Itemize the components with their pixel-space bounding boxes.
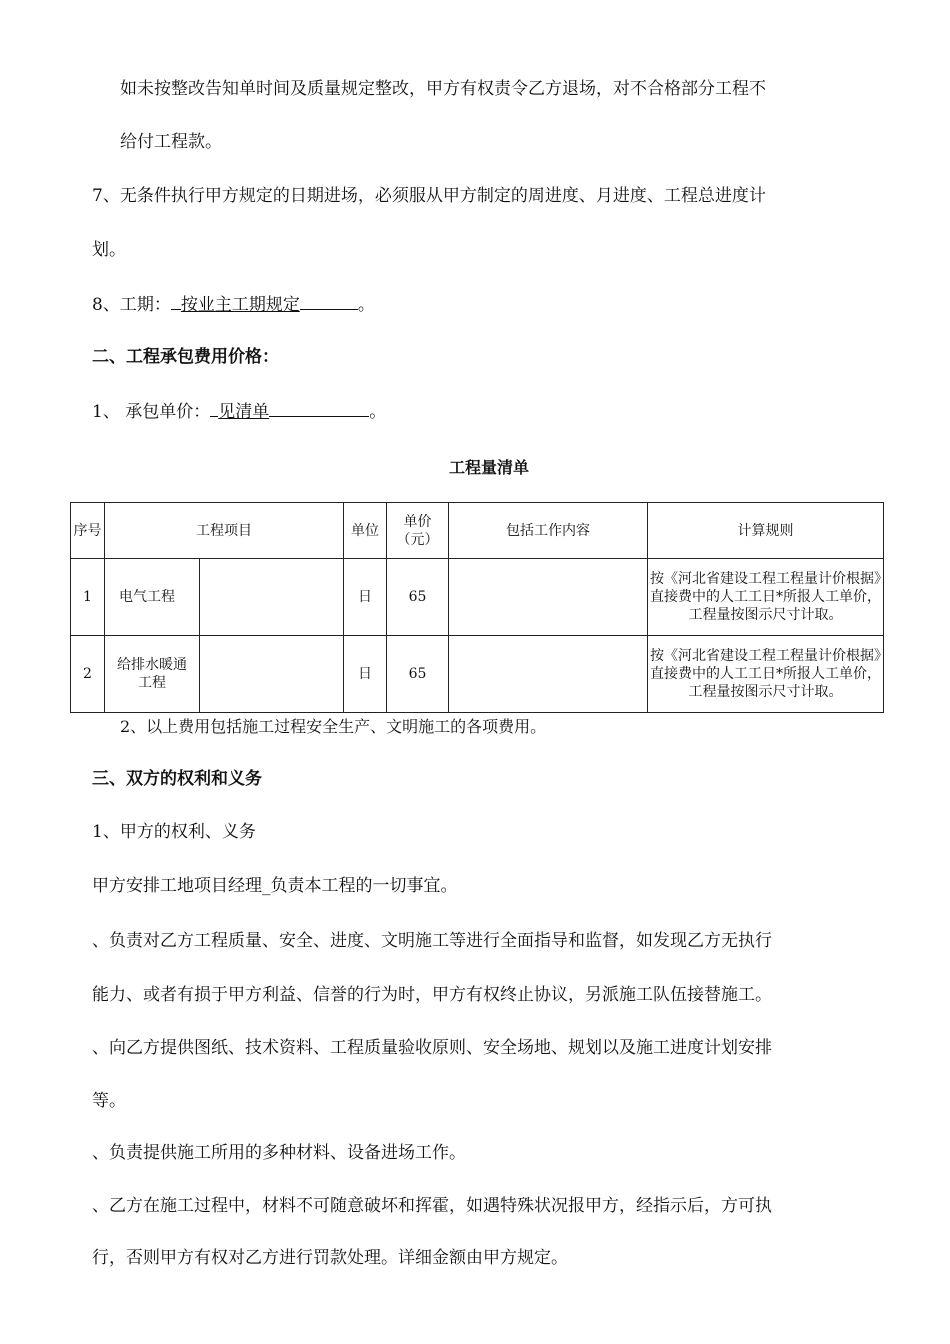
row-project-detail <box>200 559 344 636</box>
row-content <box>449 636 648 713</box>
table-title: 工程量清单 <box>448 458 529 477</box>
duty-line: 行，否则甲方有权对乙方进行罚款处理。详细金额由甲方规定。 <box>92 1248 568 1268</box>
row-price: 65 <box>387 559 449 636</box>
row-seq: 2 <box>71 636 105 713</box>
header-rule: 计算规则 <box>648 503 884 559</box>
blank-underline <box>300 291 358 310</box>
row-project-detail <box>200 636 344 713</box>
section-2-heading: 二、工程承包费用价格： <box>92 347 279 367</box>
unit-price-end: 。 <box>369 402 387 422</box>
header-seq: 序号 <box>71 503 105 559</box>
row-content <box>449 559 648 636</box>
header-content: 包括工作内容 <box>449 503 648 559</box>
header-price: 单价（元） <box>387 503 449 559</box>
party-a-manager: 甲方安排工地项目经理_负责本工程的一切事宜。 <box>92 876 458 896</box>
quantity-table <box>70 502 884 713</box>
row-seq: 1 <box>71 559 105 636</box>
unit-price-label: 1、 承包单价： <box>92 402 211 422</box>
duty-line: 能力、或者有损于甲方利益、信誉的行为时，甲方有权终止协议，另派施工队伍接替施工。 <box>92 985 772 1005</box>
paragraph-line: 给付工程款。 <box>120 132 222 152</box>
paragraph-line: 如未按整改告知单时间及质量规定整改，甲方有权责令乙方退场，对不合格部分工程不 <box>120 79 766 99</box>
table-row <box>71 559 884 636</box>
unit-price-value: 见清单 <box>218 402 270 422</box>
row-project: 电气工程 <box>105 559 200 636</box>
duration-value: 按业主工期规定 <box>180 295 300 315</box>
fees-note: 2、以上费用包括施工过程安全生产、文明施工的各项费用。 <box>120 717 547 736</box>
header-project-cell: 工程项目 <box>105 503 344 559</box>
row-project: 给排水暖通工程 <box>105 636 200 713</box>
blank-underline <box>269 398 369 417</box>
clause-7-line: 划。 <box>92 240 126 260</box>
clause-8-end: 。 <box>357 295 375 315</box>
row-rule: 按《河北省建设工程工程量计价根据》直接费中的人工工日*所报人工单价，工程量按图示尺寸计取。 <box>648 636 884 713</box>
section-3-heading: 三、双方的权利和义务 <box>92 769 262 789</box>
blank-underline <box>171 291 181 310</box>
duty-line: 、向乙方提供图纸、技术资料、工程质量验收原则、安全场地、规划以及施工进度计划安排 <box>92 1038 772 1058</box>
clause-8-label: 8、工期： <box>92 295 171 315</box>
table-header-row <box>71 503 884 559</box>
header-unit: 单位 <box>344 503 387 559</box>
table-row <box>71 636 884 713</box>
duty-line: 等。 <box>92 1091 126 1111</box>
duty-line: 、乙方在施工过程中，材料不可随意破坏和挥霍，如遇特殊状况报甲方，经指示后，方可执 <box>92 1196 772 1216</box>
duty-line: 、负责提供施工所用的多种材料、设备进场工作。 <box>92 1143 466 1163</box>
duty-line: 、负责对乙方工程质量、安全、进度、文明施工等进行全面指导和监督，如发现乙方无执行 <box>92 931 772 951</box>
unit-price-line <box>92 398 386 424</box>
clause-8-duration <box>92 291 375 317</box>
row-unit: 日 <box>344 636 387 713</box>
clause-7-line: 7、无条件执行甲方规定的日期进场，必须服从甲方制定的周进度、月进度、工程总进度计 <box>92 186 766 206</box>
party-a-heading: 1、甲方的权利、义务 <box>92 822 256 842</box>
row-rule: 按《河北省建设工程工程量计价根据》直接费中的人工工日*所报人工单价，工程量按图示尺寸计取。 <box>648 559 884 636</box>
row-price: 65 <box>387 636 449 713</box>
row-unit: 日 <box>344 559 387 636</box>
